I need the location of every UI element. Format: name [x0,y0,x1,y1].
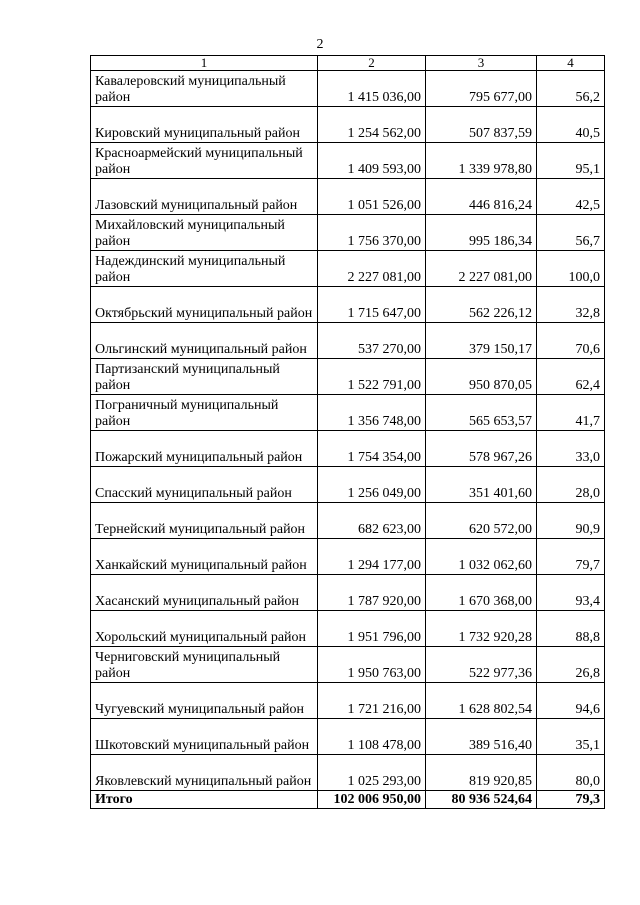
column-header: 3 [426,56,537,71]
table-row [91,503,605,539]
planned-amount-cell: 2 227 081,00 [318,251,426,287]
total-actual-cell: 80 936 524,64 [426,791,537,809]
table-row [91,611,605,647]
planned-amount-cell: 1 950 763,00 [318,647,426,683]
table-row [91,107,605,143]
table-row [91,143,605,179]
percent-cell: 42,5 [537,179,605,215]
district-name-cell: Надеждинский муниципальный район [91,251,318,287]
table-row [91,323,605,359]
planned-amount-cell: 1 754 354,00 [318,431,426,467]
district-name-cell: Октябрьский муниципальный район [91,287,318,323]
percent-cell: 90,9 [537,503,605,539]
table-row [91,179,605,215]
actual-amount-cell: 522 977,36 [426,647,537,683]
actual-amount-cell: 507 837,59 [426,107,537,143]
planned-amount-cell: 1 294 177,00 [318,539,426,575]
actual-amount-cell: 446 816,24 [426,179,537,215]
budget-table [90,55,605,809]
table-row [91,647,605,683]
actual-amount-cell: 1 032 062,60 [426,539,537,575]
percent-cell: 94,6 [537,683,605,719]
percent-cell: 40,5 [537,107,605,143]
planned-amount-cell: 1 356 748,00 [318,395,426,431]
planned-amount-cell: 537 270,00 [318,323,426,359]
planned-amount-cell: 1 025 293,00 [318,755,426,791]
actual-amount-cell: 389 516,40 [426,719,537,755]
table-row [91,683,605,719]
district-name-cell: Пограничный муниципальный район [91,395,318,431]
table-row [91,755,605,791]
actual-amount-cell: 1 628 802,54 [426,683,537,719]
page-number: 2 [316,37,324,52]
percent-cell: 41,7 [537,395,605,431]
district-name-cell: Кавалеровский муниципальный район [91,71,318,107]
table-row [91,251,605,287]
planned-amount-cell: 1 787 920,00 [318,575,426,611]
table-row [91,719,605,755]
table-row [91,71,605,107]
actual-amount-cell: 562 226,12 [426,287,537,323]
table-row [91,575,605,611]
district-name-cell: Спасский муниципальный район [91,467,318,503]
district-name-cell: Хасанский муниципальный район [91,575,318,611]
percent-cell: 62,4 [537,359,605,395]
district-name-cell: Лазовский муниципальный район [91,179,318,215]
column-header: 2 [318,56,426,71]
table-row [91,395,605,431]
planned-amount-cell: 1 051 526,00 [318,179,426,215]
planned-amount-cell: 682 623,00 [318,503,426,539]
district-name-cell: Ханкайский муниципальный район [91,539,318,575]
actual-amount-cell: 995 186,34 [426,215,537,251]
actual-amount-cell: 565 653,57 [426,395,537,431]
district-name-cell: Тернейский муниципальный район [91,503,318,539]
district-name-cell: Красноармейский муниципальный район [91,143,318,179]
table-row [91,431,605,467]
planned-amount-cell: 1 951 796,00 [318,611,426,647]
district-name-cell: Кировский муниципальный район [91,107,318,143]
actual-amount-cell: 620 572,00 [426,503,537,539]
actual-amount-cell: 379 150,17 [426,323,537,359]
percent-cell: 33,0 [537,431,605,467]
planned-amount-cell: 1 522 791,00 [318,359,426,395]
column-header: 4 [537,56,605,71]
total-label-cell: Итого [91,791,318,809]
actual-amount-cell: 1 732 920,28 [426,611,537,647]
percent-cell: 26,8 [537,647,605,683]
planned-amount-cell: 1 415 036,00 [318,71,426,107]
percent-cell: 56,7 [537,215,605,251]
district-name-cell: Ольгинский муниципальный район [91,323,318,359]
planned-amount-cell: 1 409 593,00 [318,143,426,179]
percent-cell: 28,0 [537,467,605,503]
percent-cell: 95,1 [537,143,605,179]
planned-amount-cell: 1 254 562,00 [318,107,426,143]
district-name-cell: Яковлевский муниципальный район [91,755,318,791]
table-row [91,215,605,251]
actual-amount-cell: 2 227 081,00 [426,251,537,287]
actual-amount-cell: 351 401,60 [426,467,537,503]
actual-amount-cell: 578 967,26 [426,431,537,467]
percent-cell: 70,6 [537,323,605,359]
percent-cell: 93,4 [537,575,605,611]
table-row [91,539,605,575]
total-planned-cell: 102 006 950,00 [318,791,426,809]
table-header-row [91,56,605,71]
table-row [91,287,605,323]
planned-amount-cell: 1 756 370,00 [318,215,426,251]
district-name-cell: Партизанский муниципальный район [91,359,318,395]
planned-amount-cell: 1 715 647,00 [318,287,426,323]
percent-cell: 80,0 [537,755,605,791]
column-header: 1 [91,56,318,71]
planned-amount-cell: 1 256 049,00 [318,467,426,503]
district-name-cell: Хорольский муниципальный район [91,611,318,647]
percent-cell: 88,8 [537,611,605,647]
actual-amount-cell: 950 870,05 [426,359,537,395]
total-percent-cell: 79,3 [537,791,605,809]
percent-cell: 100,0 [537,251,605,287]
district-name-cell: Михайловский муниципальный район [91,215,318,251]
total-row [91,791,605,809]
district-name-cell: Черниговский муниципальный район [91,647,318,683]
actual-amount-cell: 1 339 978,80 [426,143,537,179]
district-name-cell: Чугуевский муниципальный район [91,683,318,719]
planned-amount-cell: 1 721 216,00 [318,683,426,719]
percent-cell: 56,2 [537,71,605,107]
table-row [91,467,605,503]
planned-amount-cell: 1 108 478,00 [318,719,426,755]
actual-amount-cell: 819 920,85 [426,755,537,791]
table-row [91,359,605,395]
actual-amount-cell: 795 677,00 [426,71,537,107]
percent-cell: 35,1 [537,719,605,755]
district-name-cell: Шкотовский муниципальный район [91,719,318,755]
percent-cell: 79,7 [537,539,605,575]
percent-cell: 32,8 [537,287,605,323]
district-name-cell: Пожарский муниципальный район [91,431,318,467]
actual-amount-cell: 1 670 368,00 [426,575,537,611]
